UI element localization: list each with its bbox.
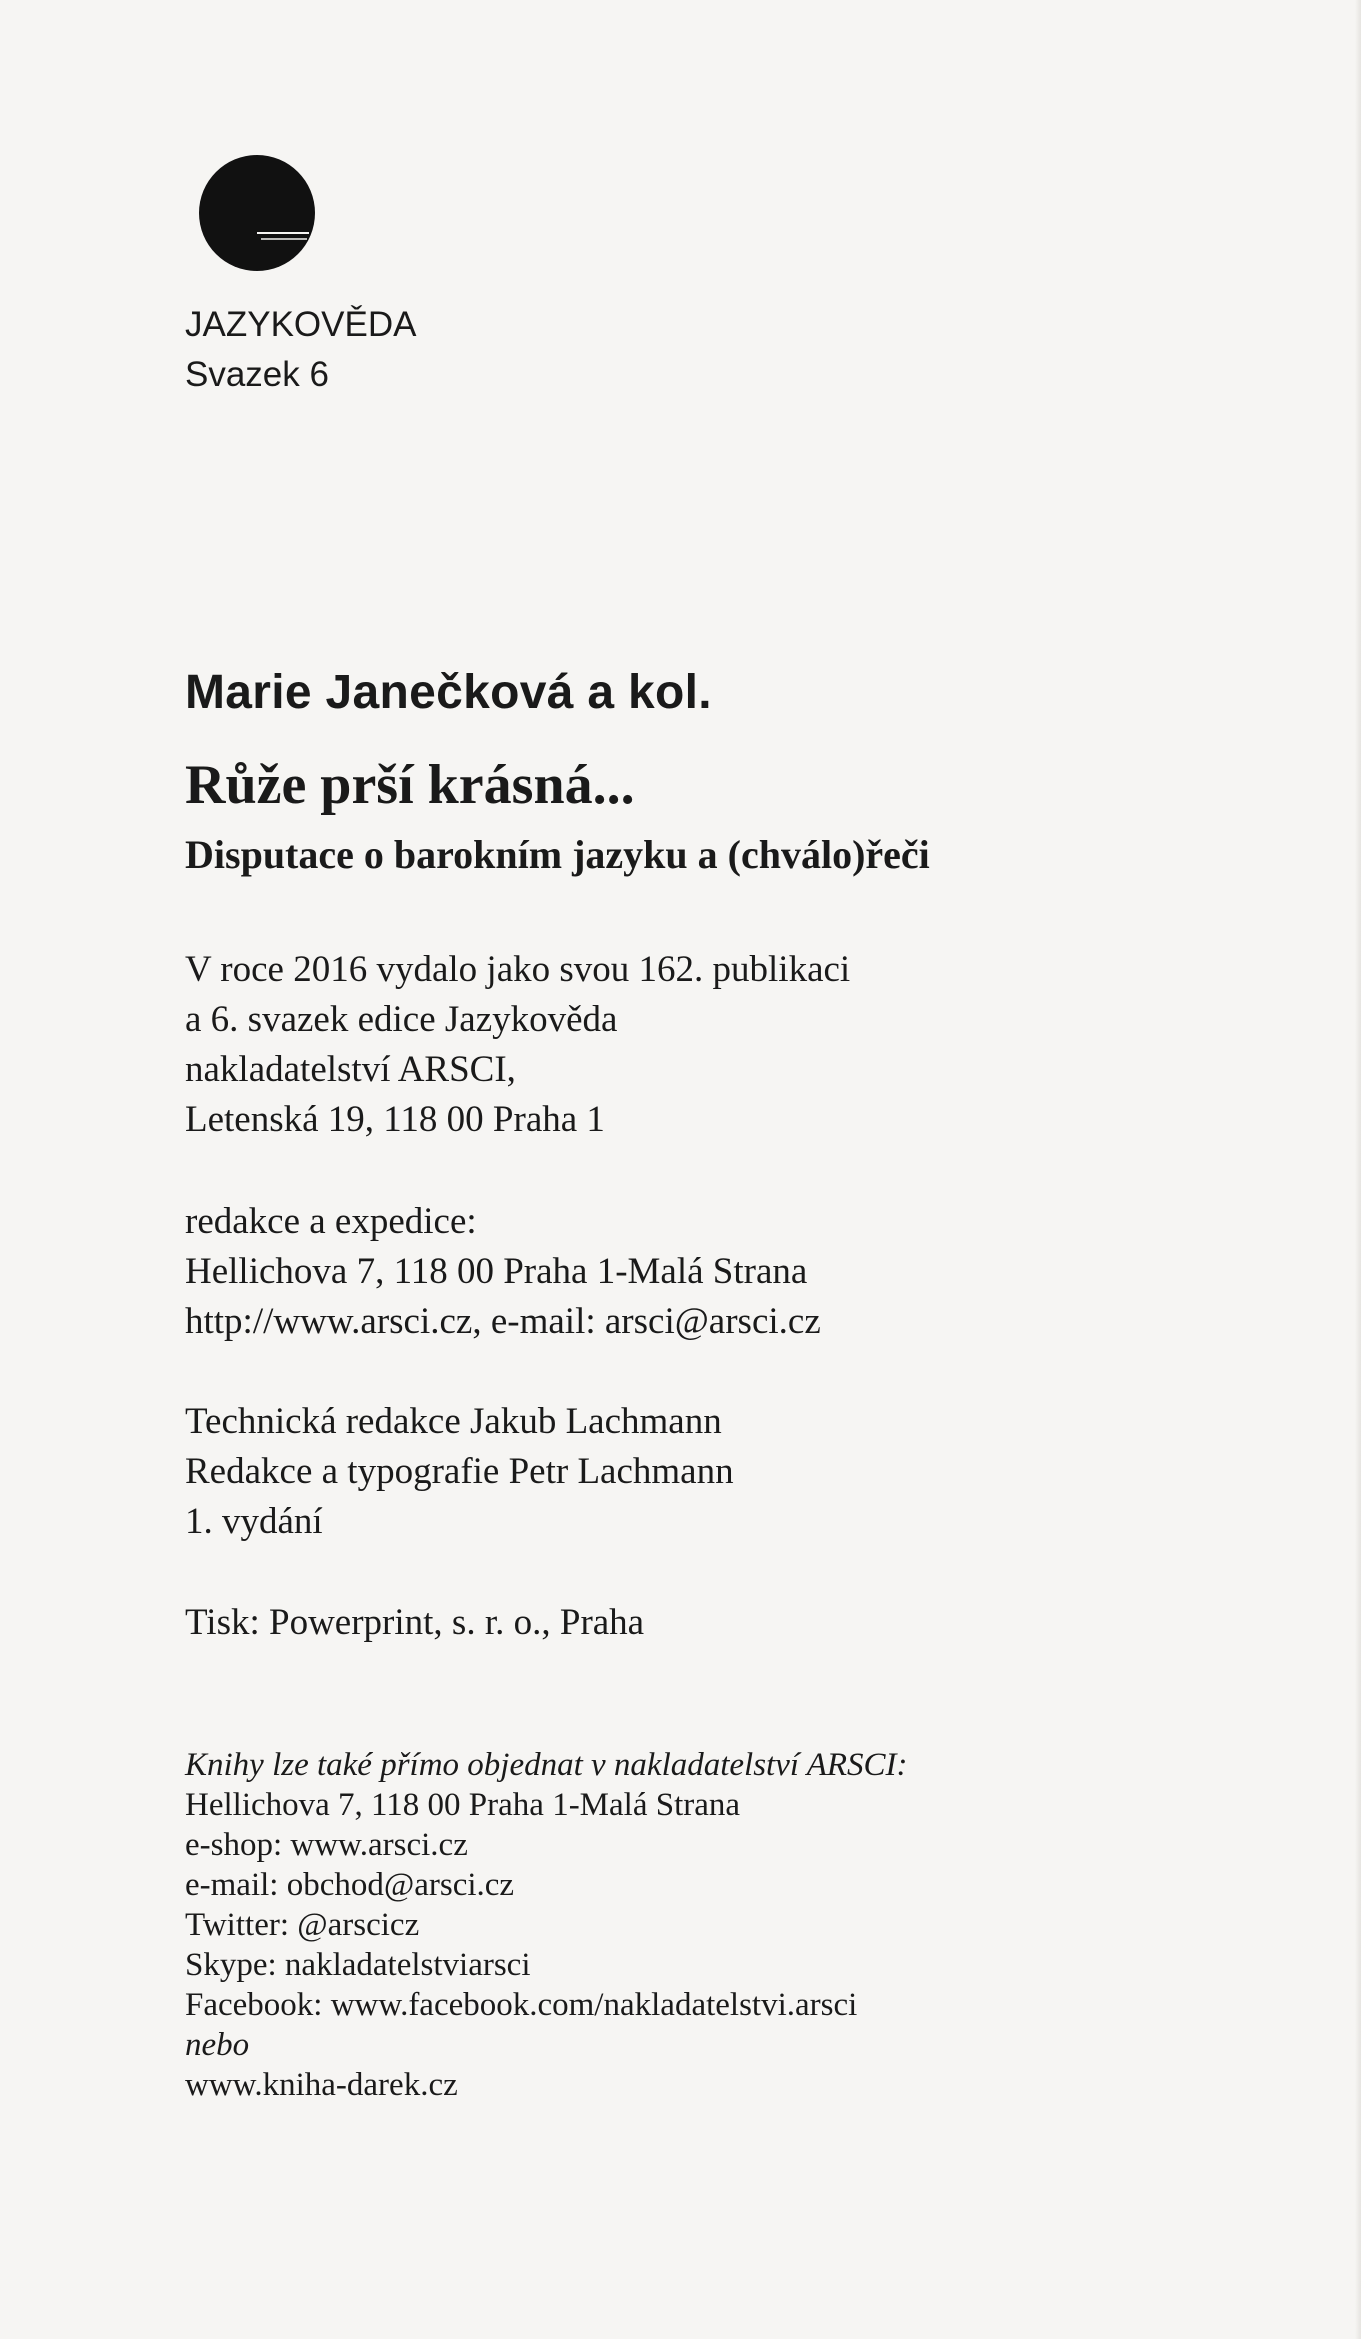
order-skype: Skype: nakladatelstviarsci [185,1947,531,1983]
print-line: Tisk: Powerprint, s. r. o., Praha [185,1602,645,1643]
series-info [185,300,416,400]
page-edge [1355,0,1361,2339]
imprint-block [185,945,850,1145]
credits-block [185,1397,734,1547]
order-twitter: Twitter: @arscicz [185,1907,420,1943]
credits-line: Technická redakce Jakub Lachmann [185,1401,722,1442]
office-line: http://www.arsci.cz, e-mail: arsci@arsci.cz [185,1301,821,1342]
order-email: e-mail: obchod@arsci.cz [185,1867,515,1903]
order-eshop: e-shop: www.arsci.cz [185,1827,468,1863]
order-block [185,1745,908,2105]
series-volume: Svazek 6 [185,355,329,394]
book-author: Marie Janečková a kol. [185,666,712,719]
imprint-line: a 6. svazek edice Jazykověda [185,999,618,1040]
order-heading: Knihy lze také přímo objednat v nakladatelství ARSCI: [185,1747,908,1783]
order-alt-site: www.kniha-darek.cz [185,2067,458,2103]
publisher-logo-icon [197,153,317,273]
print-block [185,1598,644,1648]
credits-line: 1. vydání [185,1501,323,1542]
book-title: Růže prší krásná... [185,754,635,816]
order-facebook: Facebook: www.facebook.com/nakladatelstvi.arsci [185,1987,858,2023]
imprint-line: Letenská 19, 118 00 Praha 1 [185,1099,605,1140]
order-address: Hellichova 7, 118 00 Praha 1-Malá Strana [185,1787,741,1823]
book-subtitle: Disputace o barokním jazyku a (chválo)řeči [185,832,930,877]
office-block [185,1197,821,1347]
office-line: redakce a expedice: [185,1201,477,1242]
order-or: nebo [185,2027,250,2063]
imprint-line: V roce 2016 vydalo jako svou 162. publikaci [185,949,851,990]
imprint-line: nakladatelství ARSCI, [185,1049,516,1090]
series-name: JAZYKOVĚDA [185,305,417,344]
credits-line: Redakce a typografie Petr Lachmann [185,1451,734,1492]
office-line: Hellichova 7, 118 00 Praha 1-Malá Strana [185,1251,808,1292]
